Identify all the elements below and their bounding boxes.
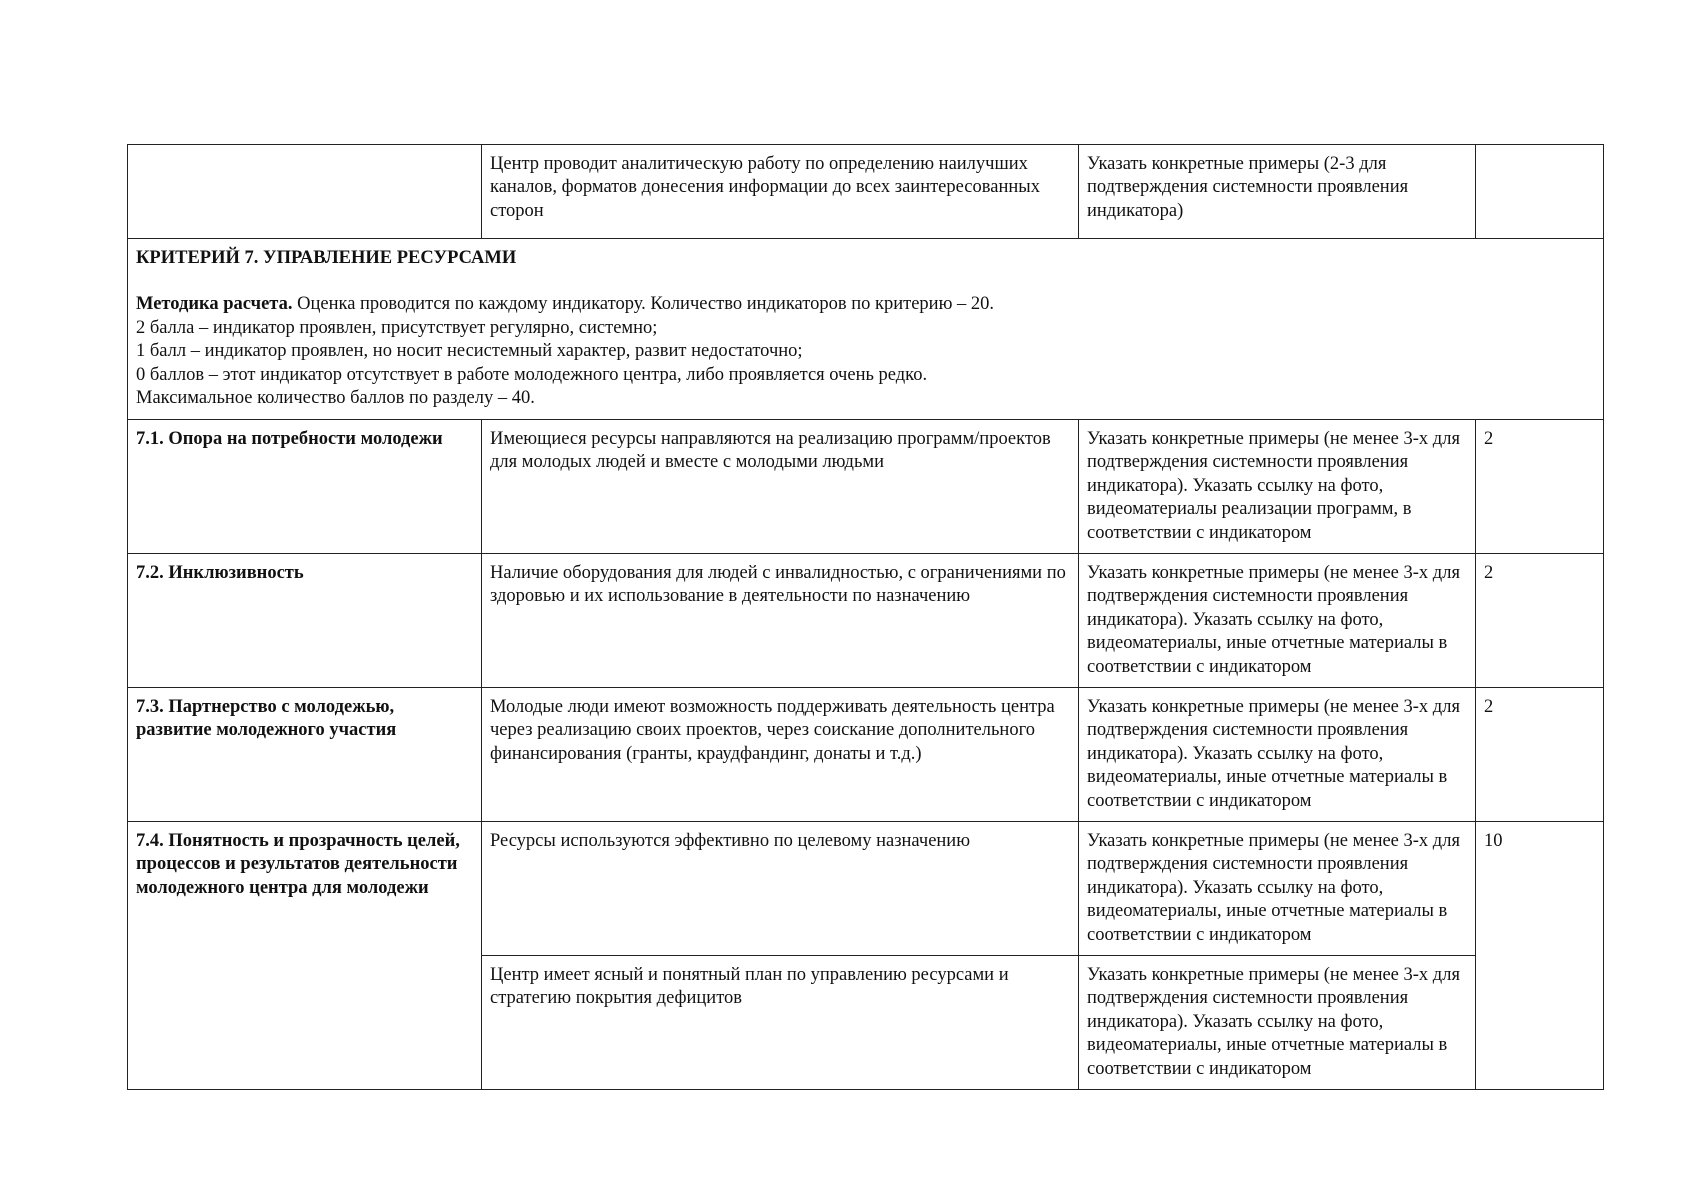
criterion-header-row [128,239,1604,420]
indicator-text-cell: Имеющиеся ресурсы направляются на реализацию программ/проектов для молодых людей и вместе с молодыми людьми [482,420,1079,554]
evidence-cell: Указать конкретные примеры (не менее 3-х для подтверждения системности проявления индикатора). Указать ссылку на фото, видеоматериалы, иные отчетные материалы в соответствии с индикатором [1079,956,1476,1090]
table-row [128,688,1604,822]
indicator-text-cell: Центр проводит аналитическую работу по определению наилучших каналов, форматов донесения информации до всех заинтересованных сторон [482,145,1079,239]
method-label: Методика расчета. [136,294,293,315]
score-cell: 2 [1476,688,1604,822]
max-score-line: Максимальное количество баллов по разделу – 40. [136,388,535,409]
score-cell: 10 [1476,822,1604,1090]
table-row [128,420,1604,554]
table-row [128,554,1604,688]
method-text: Оценка проводится по каждому индикатору. Количество индикаторов по критерию – 20. [292,294,995,315]
evidence-cell: Указать конкретные примеры (2-3 для подтверждения системности проявления индикатора) [1079,145,1476,239]
indicator-name-cell: 7.2. Инклюзивность [128,554,482,688]
indicator-text-cell: Наличие оборудования для людей с инвалидностью, с ограничениями по здоровью и их использование в деятельности по назначению [482,554,1079,688]
indicator-name-cell: 7.1. Опора на потребности молодежи [128,420,482,554]
score-rule-0: 0 баллов – этот индикатор отсутствует в работе молодежного центра, либо проявляется очень редко. [136,364,928,385]
evidence-cell: Указать конкретные примеры (не менее 3-х для подтверждения системности проявления индикатора). Указать ссылку на фото, видеоматериалы, иные отчетные материалы в соответствии с индикатором [1079,554,1476,688]
score-cell: 2 [1476,554,1604,688]
indicator-text-cell: Центр имеет ясный и понятный план по управлению ресурсами и стратегию покрытия дефицитов [482,956,1079,1090]
table-row [128,822,1604,956]
criteria-table [127,144,1604,1090]
criterion-title: КРИТЕРИЙ 7. УПРАВЛЕНИЕ РЕСУРСАМИ [136,248,517,268]
indicator-name-cell [128,145,482,239]
indicator-text-cell: Ресурсы используются эффективно по целевому назначению [482,822,1079,956]
score-rule-2: 2 балла – индикатор проявлен, присутствует регулярно, системно; [136,317,658,338]
evidence-cell: Указать конкретные примеры (не менее 3-х для подтверждения системности проявления индикатора). Указать ссылку на фото, видеоматериалы, иные отчетные материалы в соответствии с индикатором [1079,688,1476,822]
score-rule-1: 1 балл – индикатор проявлен, но носит несистемный характер, развит недостаточно; [136,341,803,362]
evidence-cell: Указать конкретные примеры (не менее 3-х для подтверждения системности проявления индикатора). Указать ссылку на фото, видеоматериалы, иные отчетные материалы в соответствии с индикатором [1079,822,1476,956]
score-cell: 2 [1476,420,1604,554]
indicator-name-cell: 7.3. Партнерство с молодежью, развитие молодежного участия [128,688,482,822]
table-row [128,145,1604,239]
method-description [136,293,1595,410]
criterion-header-cell [128,239,1604,420]
indicator-name-cell: 7.4. Понятность и прозрачность целей, процессов и результатов деятельности молодежного центра для молодежи [128,822,482,1090]
evidence-cell: Указать конкретные примеры (не менее 3-х для подтверждения системности проявления индикатора). Указать ссылку на фото, видеоматериалы реализации программ, в соответствии с индикатором [1079,420,1476,554]
indicator-text-cell: Молодые люди имеют возможность поддерживать деятельность центра через реализацию своих проектов, через соискание дополнительного финансирования (гранты, краудфандинг, донаты и т.д.) [482,688,1079,822]
method-intro-line [136,293,1595,316]
score-cell [1476,145,1604,239]
